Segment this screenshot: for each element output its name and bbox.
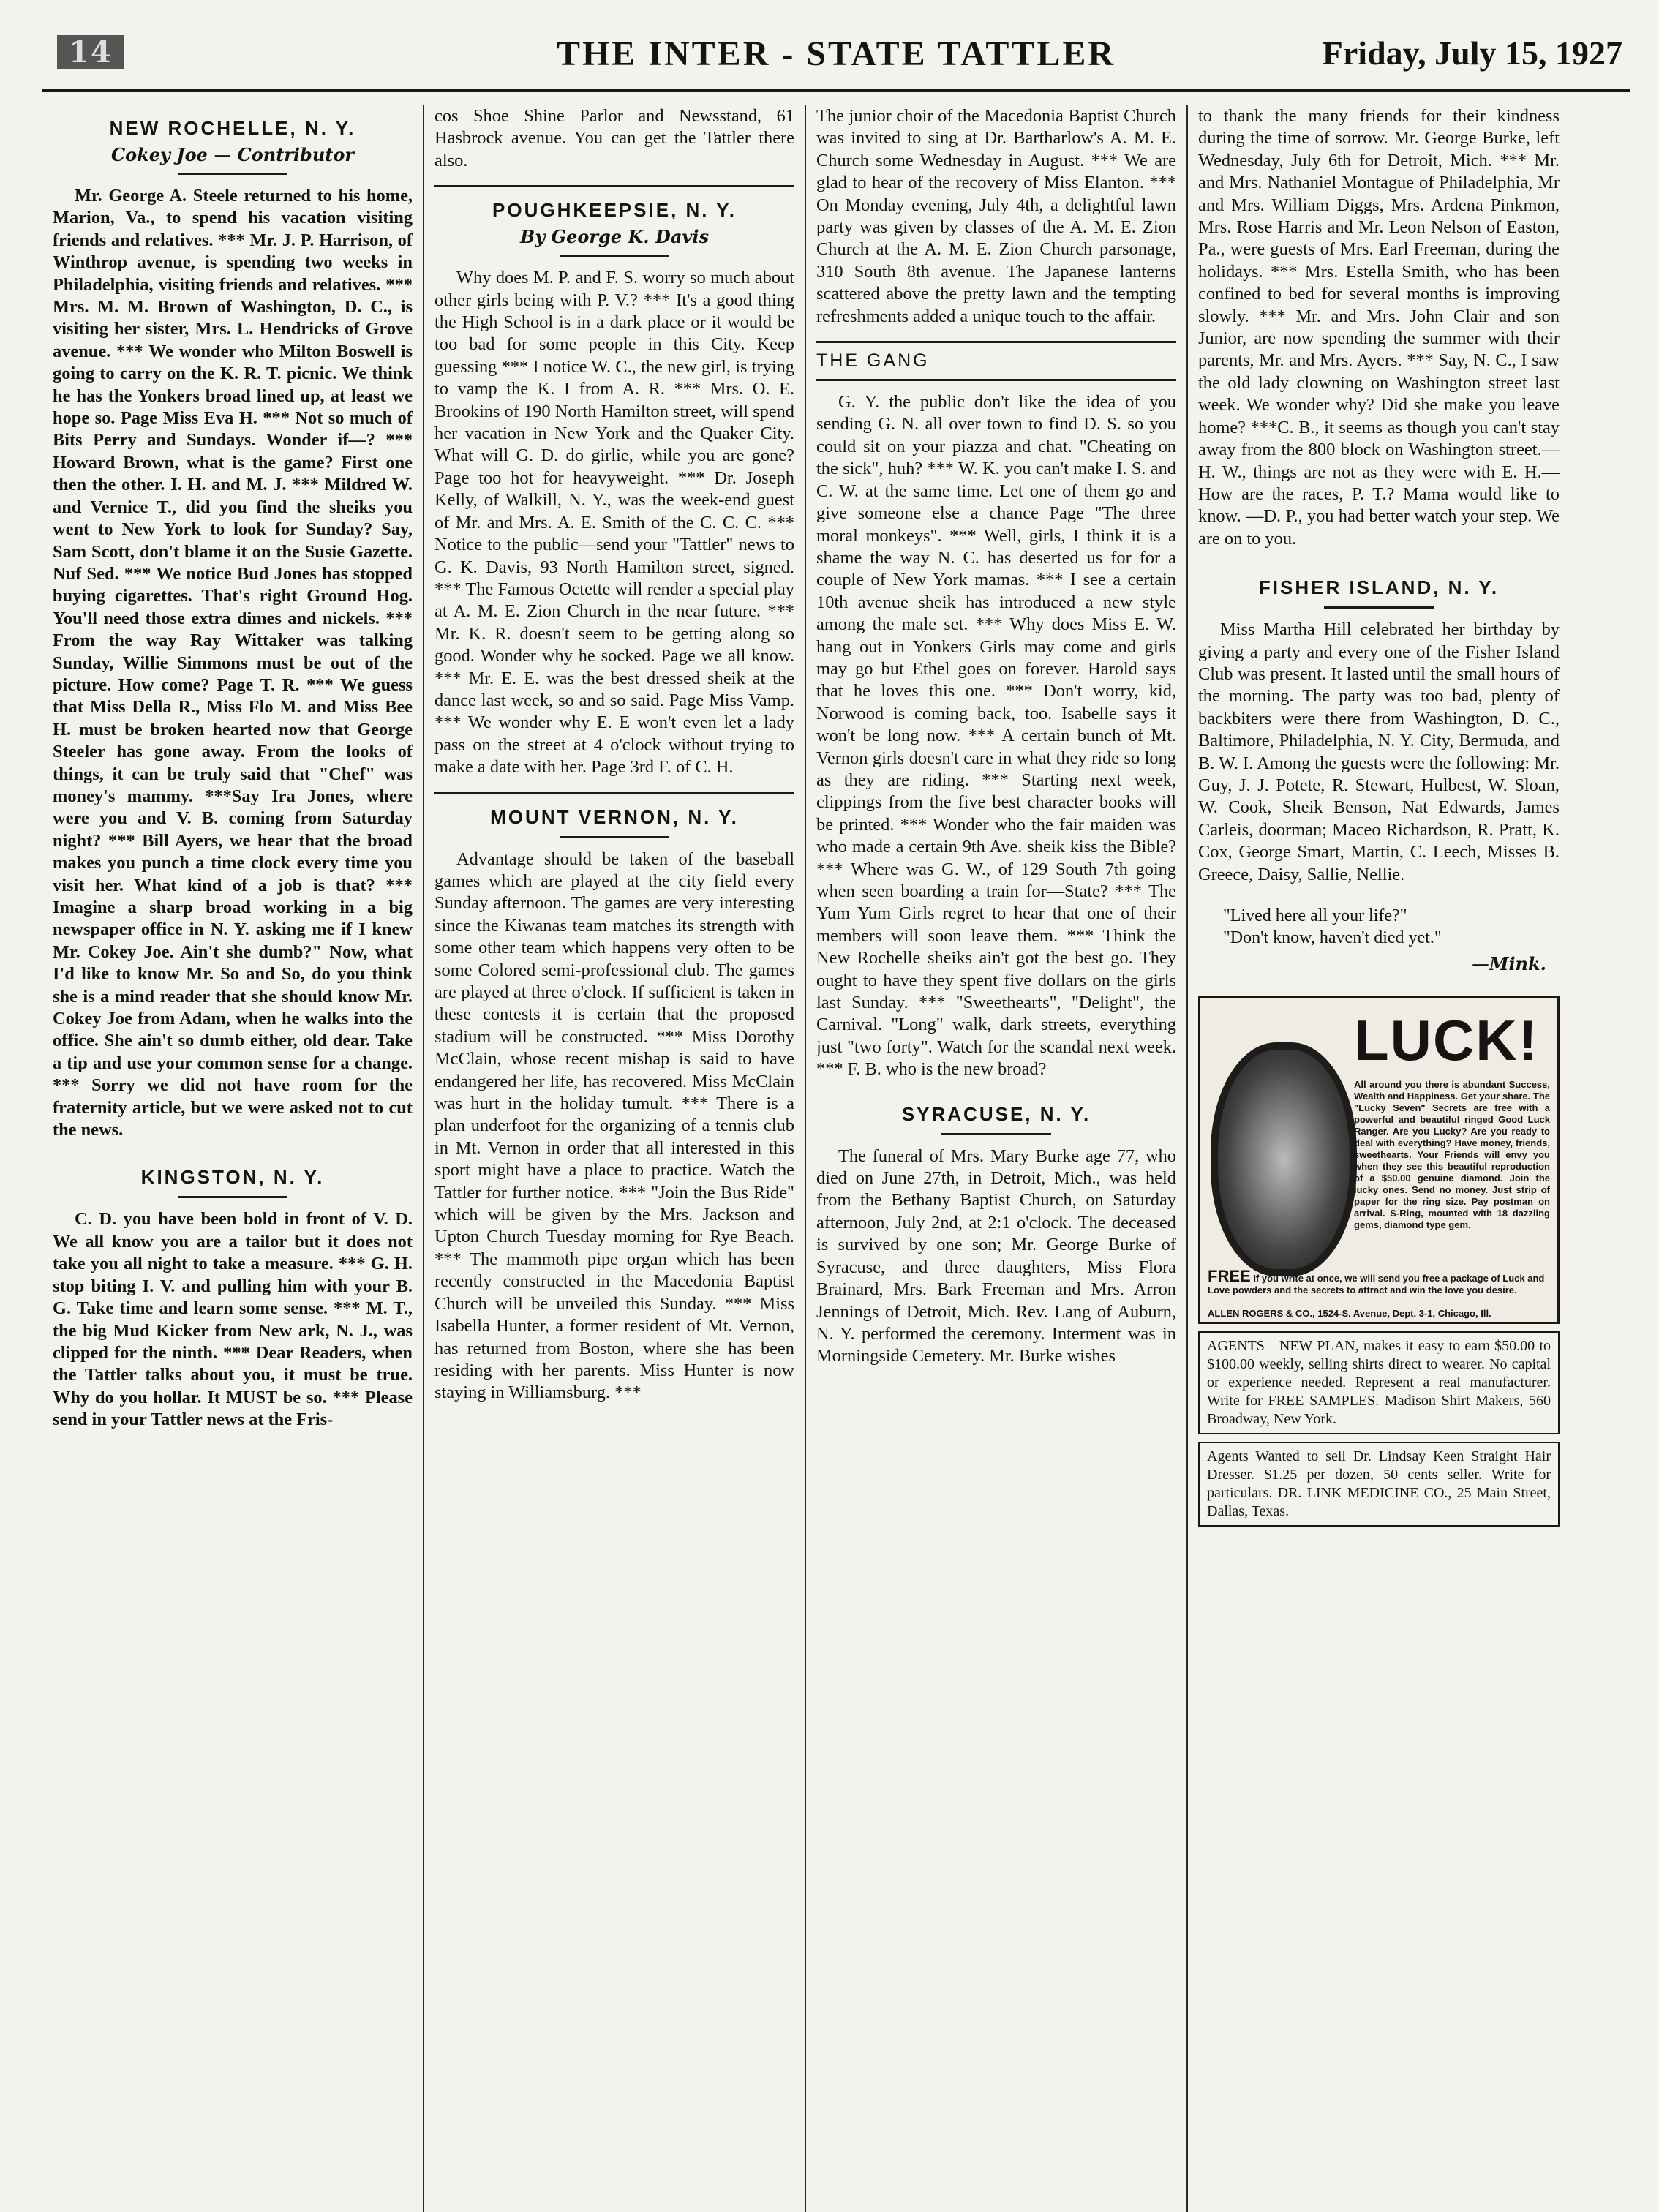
divider [941,1133,1051,1135]
divider [178,1196,287,1198]
divider [178,173,287,175]
article-syracuse: The funeral of Mrs. Mary Burke age 77, who died on June 27th, in Detroit, Mich., was held from the Bethany Baptist Church, on Saturday afternoon, July 2nd, at 2:1 o'clock. The deceased is survived by one son; Mr. George Burke of Syracuse, and three daughters, Miss Flora Brainard, Mrs. Bark Freeman and Mrs. Arron Jennings of Detroit, Mich. Rev. Lang of Auburn, N. Y. performed the ceremony. Interment was in Morningside Cemetery. Mr. Burke wishes [816,1146,1176,1366]
section-heading-the-gang: THE GANG [816,350,930,372]
quip-line-1: "Lived here all your life?" [1223,906,1407,925]
page-number: 14 [57,35,124,69]
article-fisher-island: Miss Martha Hill celebrated her birthday by giving a party and every one of the Fisher Island Club was present. It lasted until the small hours of the morning. The party was too bad, plenty of backbiters were there from Washington, D. C., Baltimore, Philadelphia, N. Y. City, Bermuda, and B. W. I. Among the guests were the following: Mr. Guy, J. J. Potete, R. Stewart, Hulbest, W. Sloan, W. Cook, Sheik Benson, Nat Edwards, James Carleis, doorman; Maceo Richardson, R. Pratt, K. Cox, George Smart, Martin, C. Leech, Misses B. Greece, Daisy, Sallie, Nellie. [1198,620,1560,884]
article-continuation: cos Shoe Shine Parlor and Newsstand, 61 Hasbrock avenue. You can get the Tattler there also. [434,106,794,170]
divider [1324,606,1434,609]
paper-name: THE INTER - STATE TATTLER [556,34,1116,73]
article-continuation: to thank the many friends for their kindness during the time of sorrow. Mr. George Burke, left Wednesday, July 6th for Detroit, Mich. *** Mr. and Mrs. Nathaniel Montague of Philadelphia, Mr and Mrs. William Diggs, Mrs. Ardena Pinkmon, Mrs. Rose Harris and Mr. Leon Nelson of Easton, Pa., were guests of Mrs. Earl Freeman, during the holidays. *** Mrs. Estella Smith, who has been confined to bed for several months is improving slowly. *** Mr. and Mrs. John Clair and son Junior, are now spending the summer with their parents, Mr. and Mrs. Ayers. *** Say, N. C., I saw the old lady clowning on Washington street last week. We wonder why? Did she make you leave home? ***C. B., it seems as though you can't stay away from the 800 block on Washington street.—H. W., things are not as they were with E. H.—How are the races, P. T.? Mama would like to know. —D. P., you had better watch your step. We are on to you. [1198,106,1560,549]
ad-headline: LUCK! [1354,1008,1539,1072]
ad-free-label: FREE [1208,1267,1251,1285]
quip [1223,905,1560,949]
column-3 [806,105,1188,2212]
divider [816,341,1176,343]
section-heading-kingston: KINGSTON, N. Y. [140,1166,325,1189]
classified-ad-agents-shirts: AGENTS—NEW PLAN, makes it easy to earn $50.00 to $100.00 weekly, selling shirts direct to wearer. No capital or experience needed. Represent a real manufacturer. Write for FREE SAMPLES. Madison Shirt Makers, 560 Broadway, New York. [1198,1331,1560,1434]
column-4 [1188,105,1570,2212]
quip-signoff: —Mink. [1471,953,1546,974]
section-heading-fisher-island: FISHER ISLAND, N. Y. [1258,576,1500,599]
ad-address: ALLEN ROGERS & CO., 1524-S. Avenue, Dept. 3-1, Chicago, Ill. [1208,1308,1491,1319]
classified-ad-hair-dresser: Agents Wanted to sell Dr. Lindsay Keen Straight Hair Dresser. $1.25 per dozen, 50 cents seller. Write for particulars. DR. LINK MEDICINE CO., 25 Main Street, Dallas, Texas. [1198,1442,1560,1527]
issue-date: Friday, July 15, 1927 [1322,34,1622,72]
article-the-gang: G. Y. the public don't like the idea of you sending G. N. all over town to find D. S. so you could sit on your piazza and chat. "Cheating on the sick", huh? *** W. K. you can't make I. S. and C. W. at the same time. Let one of them go and give someone else a chance Page "The three moral monkeys". *** Well, girls, I think it is a shame the way N. C. has deserted us for for a couple of New York mamas. *** I see a certain 10th avenue sheik has introduced a new style among the male set. *** Why does Miss E. W. hang out in Yonkers Girls may come and girls may go but Ethel goes on forever. Harold says that he loves this one. *** Don't worry, kid, Norwood is coming back, too. Isabelle says it won't be long now. *** A certain bunch of Mt. Vernon girls doesn't care in what they ride so long as they are riding. *** Starting next week, clippings from the five best character books will be printed. *** Wonder who the fair maiden was who made a certain 9th Ave. sheik kiss the Bible? *** Where was G. W., of 129 South 7th going when seen boarding a train for—State? *** The Yum Yum Girls regret to hear that one of their members will soon leave them. *** Think the New Rochelle sheiks ain't got the best go. They ought to have they spent five dollars on the girls last Sunday. *** "Sweethearts", "Delight", the Carnival. "Long" walk, dark streets, everything just "two forty". Watch for the scandal next week. *** F. B. who is the new broad? [816,392,1176,1080]
article-continuation: The junior choir of the Macedonia Baptist Church was invited to sing at Dr. Bartharlow's A. M. E. Church some Wednesday in August. *** We are glad to hear of the recovery of Miss Elanton. *** On Monday evening, July 4th, a delightful lawn party was given by classes of the A. M. E. Zion Church at the A. M. E. Zion Church parsonage, 310 South 8th avenue. The Japanese lanterns scattered above the pretty lawn and the tempting refreshments added a unique touch to the affair. [816,106,1176,326]
luck-advertisement [1198,996,1560,1324]
column-2 [424,105,806,2212]
article-kingston: C. D. you have been bold in front of V. D. We all know you are a tailor but it does not take you all night to take a measure. *** G. H. stop biting I. V. and pulling him with your B. G. Take time and learn some sense. *** M. T., the big Mud Kicker from New ark, N. J., was clipped for the ninth. *** Dear Readers, when the Tattler talks about you, it must be true. Why do you hollar. It MUST be so. *** Please send in your Tattler news at the Fris- [53,1209,413,1430]
masthead [42,29,1630,92]
ad-free-text: If you write at once, we will send you free a package of Luck and Love powders and the secrets to attract and win the love you desire. [1208,1273,1545,1295]
section-heading-new-rochelle: NEW ROCHELLE, N. Y. [109,117,356,139]
article-poughkeepsie: Why does M. P. and F. S. worry so much about other girls being with P. V.? *** It's a good thing the High School is in a dark place or it would be too bad for some people in this City. Keep guessing *** I notice W. C., the new girl, is trying to vamp the K. I from A. R. *** Mrs. O. E. Brookins of 190 North Hamilton street, will spend her vacation in New York and the Quaker City. What will G. D. do girlie, while you are gone? Page too hot for heavyweight. *** Dr. Joseph Kelly, of Walkill, N. Y., was the week-end guest of Mr. and Mrs. A. E. Smith of the C. C. C. *** Notice to the public—send your "Tattler" news to G. K. Davis, 93 North Hamilton street, signed. *** The Famous Octette will render a special play at A. M. E. Zion Church in the near future. *** Mr. K. R. doesn't seem to be getting along so good. Wonder why he socked. Page we all know. *** Mr. E. E. was the best dressed sheik at the dance last week, so and so said. Page Miss Vamp. *** We wonder why E. E won't even let a lady pass on the street at 4 o'clock without trying to make a date with her. Page 3rd F. of C. H. [434,268,794,778]
ad-body: All around you there is abundant Success, Wealth and Happiness. Get your share. The "Lucky Seven" Secrets are free with a powerful and beautiful ringed Good Luck Ranger. Are you Lucky? Are you ready to deal with everything? Have money, friends, sweethearts. Your Friends will envy you when they see this beautiful reproduction of a $50.00 genuine diamond. Join the lucky ones. Send no money. Just strip of paper for the ring size. Pay postman on arrival. S-Ring, mounted with 18 dazzling gems, diamond type gem. [1354,1079,1550,1230]
ad-free-offer [1208,1267,1550,1296]
columns [42,105,1630,2212]
divider [434,792,794,794]
column-1 [42,105,424,2212]
divider [434,185,794,187]
divider [816,379,1176,381]
byline-poughkeepsie: By George K. Davis [520,226,709,248]
divider [560,255,669,257]
byline-new-rochelle: Cokey Joe — Contributor [110,144,355,165]
article-mount-vernon: Advantage should be taken of the baseball games which are played at the city field every Sunday afternoon. The games are very interesting since the Kiwanas team matches its strength with some other team which happens very often to be some Colored semi-professional club. The games are played at three o'clock. If sufficient is taken in these contests it is certain that the proposed stadium will be constructed. *** Miss Dorothy McClain, whose recent mishap is said to have endangered her life, has recovered. Miss McClain was hurt in the holiday tumult. *** There is a plan underfoot for the organizing of a tennis club in Mt. Vernon in order that all interested in this sport might have a place to practice. Watch the Tattler for further notice. *** "Join the Bus Ride" which will be given by the Mrs. Jackson and Upton Church Tuesday morning for Rye Beach. *** The mammoth pipe organ which has been recently constructed in the Macedonia Baptist Church will be unveiled this Sunday. *** Miss Isabella Hunter, a former resident of Mt. Vernon, has returned from Boston, where she has been residing with her parents. Miss Hunter is now staying in Williamsburg. *** [434,849,794,1403]
section-heading-syracuse: SYRACUSE, N. Y. [901,1102,1091,1125]
section-heading-poughkeepsie: POUGHKEEPSIE, N. Y. [492,199,737,222]
divider [560,836,669,838]
ring-illustration-icon [1211,1042,1357,1276]
section-heading-mount-vernon: MOUNT VERNON, N. Y. [490,805,739,828]
article-new-rochelle: Mr. George A. Steele returned to his home, Marion, Va., to spend his vacation visiting friends and relatives. *** Mr. J. P. Harrison, of Winthrop avenue, is spending two weeks in Philadelphia, visiting friends and relatives. *** Mrs. M. M. Brown of Washington, D. C., is visiting her sister, Mrs. L. Hendricks of Grove avenue. *** We wonder who Milton Boswell is going to carry on the K. R. T. picnic. We think he has the Yonkers broad lined up, at least we hope so. Page Miss Eva H. *** Not so much of Bits Perry and Sundays. Wonder if—? *** Howard Brown, what is the game? First one then the other. I. H. and M. J. *** Mildred W. and Vernice T., did you find the sheiks you went to New York to look for Sunday? Say, Sam Scott, don't blame it on the Susie Gazette. Nuf Sed. *** We notice Bud Jones has stopped buying cigarettes. That's right Ground Hog. You'll need those extra dimes and nickels. *** From the way Ray Wittaker was talking Sunday, Willie Simmons must be out of the picture. How come? Page T. R. *** We guess that Miss Della R., Miss Flo M. and Miss Bee H. must be broken hearted now that George Steeler has gone away. From the looks of things, it can be truly said that "Chef" was money's mammy. ***Say Ira Jones, where were you and V. B. coming from Saturday night? *** Bill Ayers, we hear that the broad makes you punch a time clock every time you visit her. What kind of a job is that? *** Imagine a sharp broad working in a big newspaper office in N. Y. asking me if I knew Mr. Cokey Joe. Ain't she dumb?" Now, what I'd like to know Mr. So and So, do you think she is a mind reader that she should know Mr. Cokey Joe from Adam, when he walks into the office. She ain't so dumb either, old dear. Take a tip and use your common sense for a change. *** Sorry we did not have room for the fraternity article, but we were asked not to cut the news. [53,186,413,1140]
quip-line-2: "Don't know, haven't died yet." [1223,928,1442,947]
